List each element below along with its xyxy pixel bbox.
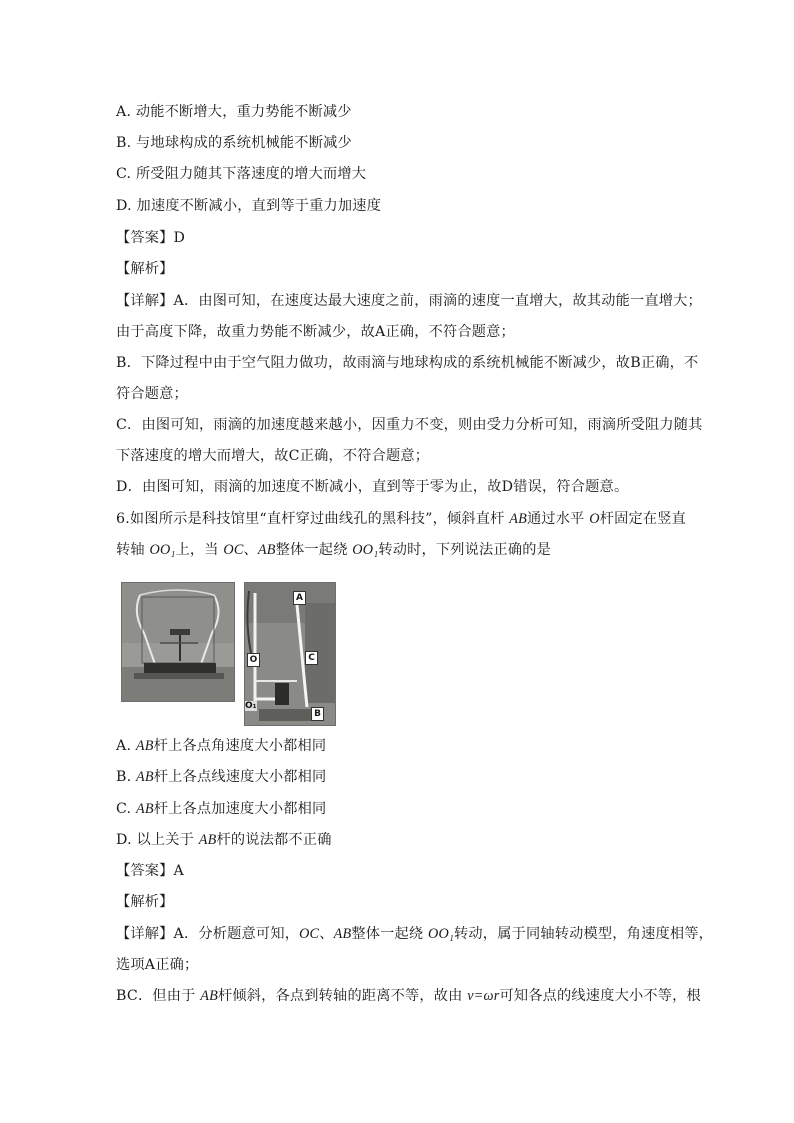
q6-stem-line-2: 转轴 OO₁上，当 OC、AB整体一起绕 OO₁转动时，下列说法正确的是 <box>116 542 551 558</box>
q6-answer: 【答案】A <box>116 863 184 879</box>
q5-detail-2b: 符合题意； <box>116 386 188 402</box>
q6-analysis-title: 【解析】 <box>116 894 174 910</box>
q6-detail-1b: 选项A正确； <box>116 957 199 973</box>
q5-detail-3b: 下落速度的增大而增大，故C正确，不符合题意； <box>116 448 430 464</box>
exhibit-photo-overview <box>121 582 235 702</box>
q5-option-a: A. 动能不断增大，重力势能不断减少 <box>116 104 352 120</box>
q5-detail-2a: B．下降过程中由于空气阻力做功，故雨滴与地球构成的系统机械能不断减少，故B正确，不 <box>116 355 699 371</box>
photo-label-o1: O₁ <box>245 701 257 711</box>
photo-label-a: A <box>293 591 306 605</box>
q6-option-c: C. AB杆上各点加速度大小都相同 <box>116 801 327 817</box>
photo-label-o: O <box>247 653 260 667</box>
q5-option-d: D. 加速度不断减小，直到等于重力加速度 <box>116 198 382 214</box>
q5-detail-1b: 由于高度下降，故重力势能不断减少，故A正确，不符合题意； <box>116 324 515 340</box>
q6-detail-2: BC．但由于 AB杆倾斜，各点到转轴的距离不等，故由 v=ωr可知各点的线速度大小不等，根 <box>116 988 701 1004</box>
q6-option-d: D. 以上关于 AB杆的说法都不正确 <box>116 832 332 848</box>
q5-detail-4: D．由图可知，雨滴的加速度不断减小，直到等于零为止，故D错误，符合题意。 <box>116 479 629 495</box>
q5-detail-1a: 【详解】A．由图可知，在速度达最大速度之前，雨滴的速度一直增大，故其动能一直增大； <box>116 293 702 309</box>
q5-analysis-title: 【解析】 <box>116 261 174 277</box>
q5-option-b: B. 与地球构成的系统机械能不断减少 <box>116 135 352 151</box>
exhibit-photo-overview-image <box>122 583 234 701</box>
photo-label-c: C <box>305 651 318 665</box>
q5-option-c: C. 所受阻力随其下落速度的增大而增大 <box>116 166 367 182</box>
q5-detail-3a: C．由图可知，雨滴的加速度越来越小，因重力不变，则由受力分析可知，雨滴所受阻力随其 <box>116 417 703 433</box>
q6-option-a: A. AB杆上各点角速度大小都相同 <box>116 738 327 754</box>
q6-option-b: B. AB杆上各点线速度大小都相同 <box>116 769 327 785</box>
q5-answer: 【答案】D <box>116 230 186 246</box>
photo-label-b: B <box>311 707 324 721</box>
exhibit-photo-labeled <box>244 582 336 726</box>
q6-detail-1: 【详解】A．分析题意可知，OC、AB整体一起绕 OO₁转动，属于同轴转动模型，角速度相等， <box>116 926 714 942</box>
q6-stem-line-1: 6.如图所示是科技馆里“直杆穿过曲线孔的黑科技”，倾斜直杆 AB通过水平 O杆固定在竖直 <box>116 511 687 527</box>
